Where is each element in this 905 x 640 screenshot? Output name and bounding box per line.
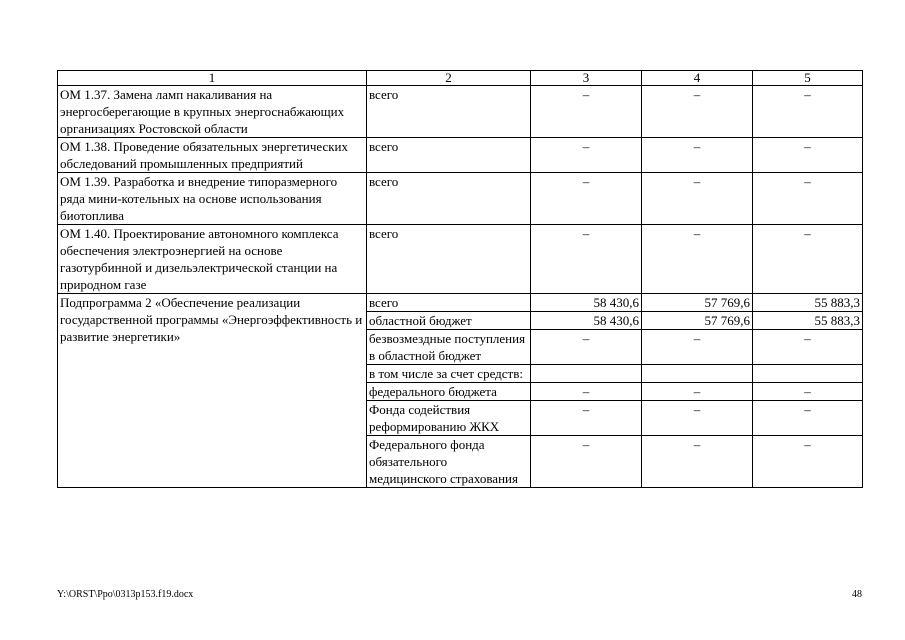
measure-name: ОМ 1.38. Проведение обязательных энергетических обследований промышленных предприятий — [58, 138, 367, 173]
funding-source: безвозмездные поступления в областной бюджет — [367, 330, 531, 365]
value-cell: – — [753, 436, 863, 488]
value-cell: – — [642, 330, 753, 365]
value-cell: – — [531, 225, 642, 294]
funding-source: федерального бюджета — [367, 383, 531, 401]
value-cell: 55 883,3 — [753, 312, 863, 330]
funding-source: в том числе за счет средств: — [367, 365, 531, 383]
value-cell — [531, 365, 642, 383]
budget-table — [57, 70, 863, 488]
value-cell: 55 883,3 — [753, 294, 863, 312]
value-cell: 57 769,6 — [642, 312, 753, 330]
value-cell: – — [531, 330, 642, 365]
funding-source: Фонда содействия реформированию ЖКХ — [367, 401, 531, 436]
value-cell: – — [753, 86, 863, 138]
value-cell: – — [531, 401, 642, 436]
value-cell: – — [531, 436, 642, 488]
measure-name: ОМ 1.40. Проектирование автономного комплекса обеспечения электроэнергией на основе газотурбинной и дизельэлектрической станции на природном газе — [58, 225, 367, 294]
funding-source: всего — [367, 173, 531, 225]
table-row — [58, 138, 863, 173]
value-cell: 58 430,6 — [531, 312, 642, 330]
funding-source: всего — [367, 86, 531, 138]
header-cell: 2 — [367, 71, 531, 86]
value-cell: – — [642, 401, 753, 436]
funding-source: всего — [367, 225, 531, 294]
header-cell: 4 — [642, 71, 753, 86]
value-cell: 58 430,6 — [531, 294, 642, 312]
value-cell: – — [753, 383, 863, 401]
funding-source: областной бюджет — [367, 312, 531, 330]
value-cell: 57 769,6 — [642, 294, 753, 312]
table-row — [58, 86, 863, 138]
table-row — [58, 225, 863, 294]
funding-source: всего — [367, 138, 531, 173]
value-cell — [642, 365, 753, 383]
value-cell: – — [531, 138, 642, 173]
value-cell: – — [753, 330, 863, 365]
value-cell: – — [531, 383, 642, 401]
value-cell: – — [642, 86, 753, 138]
value-cell: – — [531, 173, 642, 225]
value-cell: – — [531, 86, 642, 138]
funding-source: Федерального фонда обязательного медицинского страхования — [367, 436, 531, 488]
value-cell: – — [753, 225, 863, 294]
value-cell: – — [753, 173, 863, 225]
header-cell: 1 — [58, 71, 367, 86]
page-number: 48 — [852, 589, 862, 600]
value-cell: – — [642, 173, 753, 225]
header-cell: 3 — [531, 71, 642, 86]
value-cell — [753, 365, 863, 383]
file-path: Y:\ORST\Ppo\0313p153.f19.docx — [57, 589, 194, 600]
value-cell: – — [753, 138, 863, 173]
value-cell: – — [642, 383, 753, 401]
value-cell: – — [642, 436, 753, 488]
table-row — [58, 294, 863, 312]
header-row — [58, 71, 863, 86]
table-row — [58, 173, 863, 225]
value-cell: – — [642, 138, 753, 173]
measure-name: ОМ 1.39. Разработка и внедрение типоразмерного ряда мини-котельных на основе использования биотоплива — [58, 173, 367, 225]
value-cell: – — [642, 225, 753, 294]
value-cell: – — [753, 401, 863, 436]
measure-name: ОМ 1.37. Замена ламп накаливания на энергосберегающие в крупных энергоснабжающих организациях Ростовской области — [58, 86, 367, 138]
subprogram-title: Подпрограмма 2 «Обеспечение реализации государственной программы «Энергоэффективность и развитие энергетики» — [58, 294, 367, 488]
funding-source: всего — [367, 294, 531, 312]
header-cell: 5 — [753, 71, 863, 86]
